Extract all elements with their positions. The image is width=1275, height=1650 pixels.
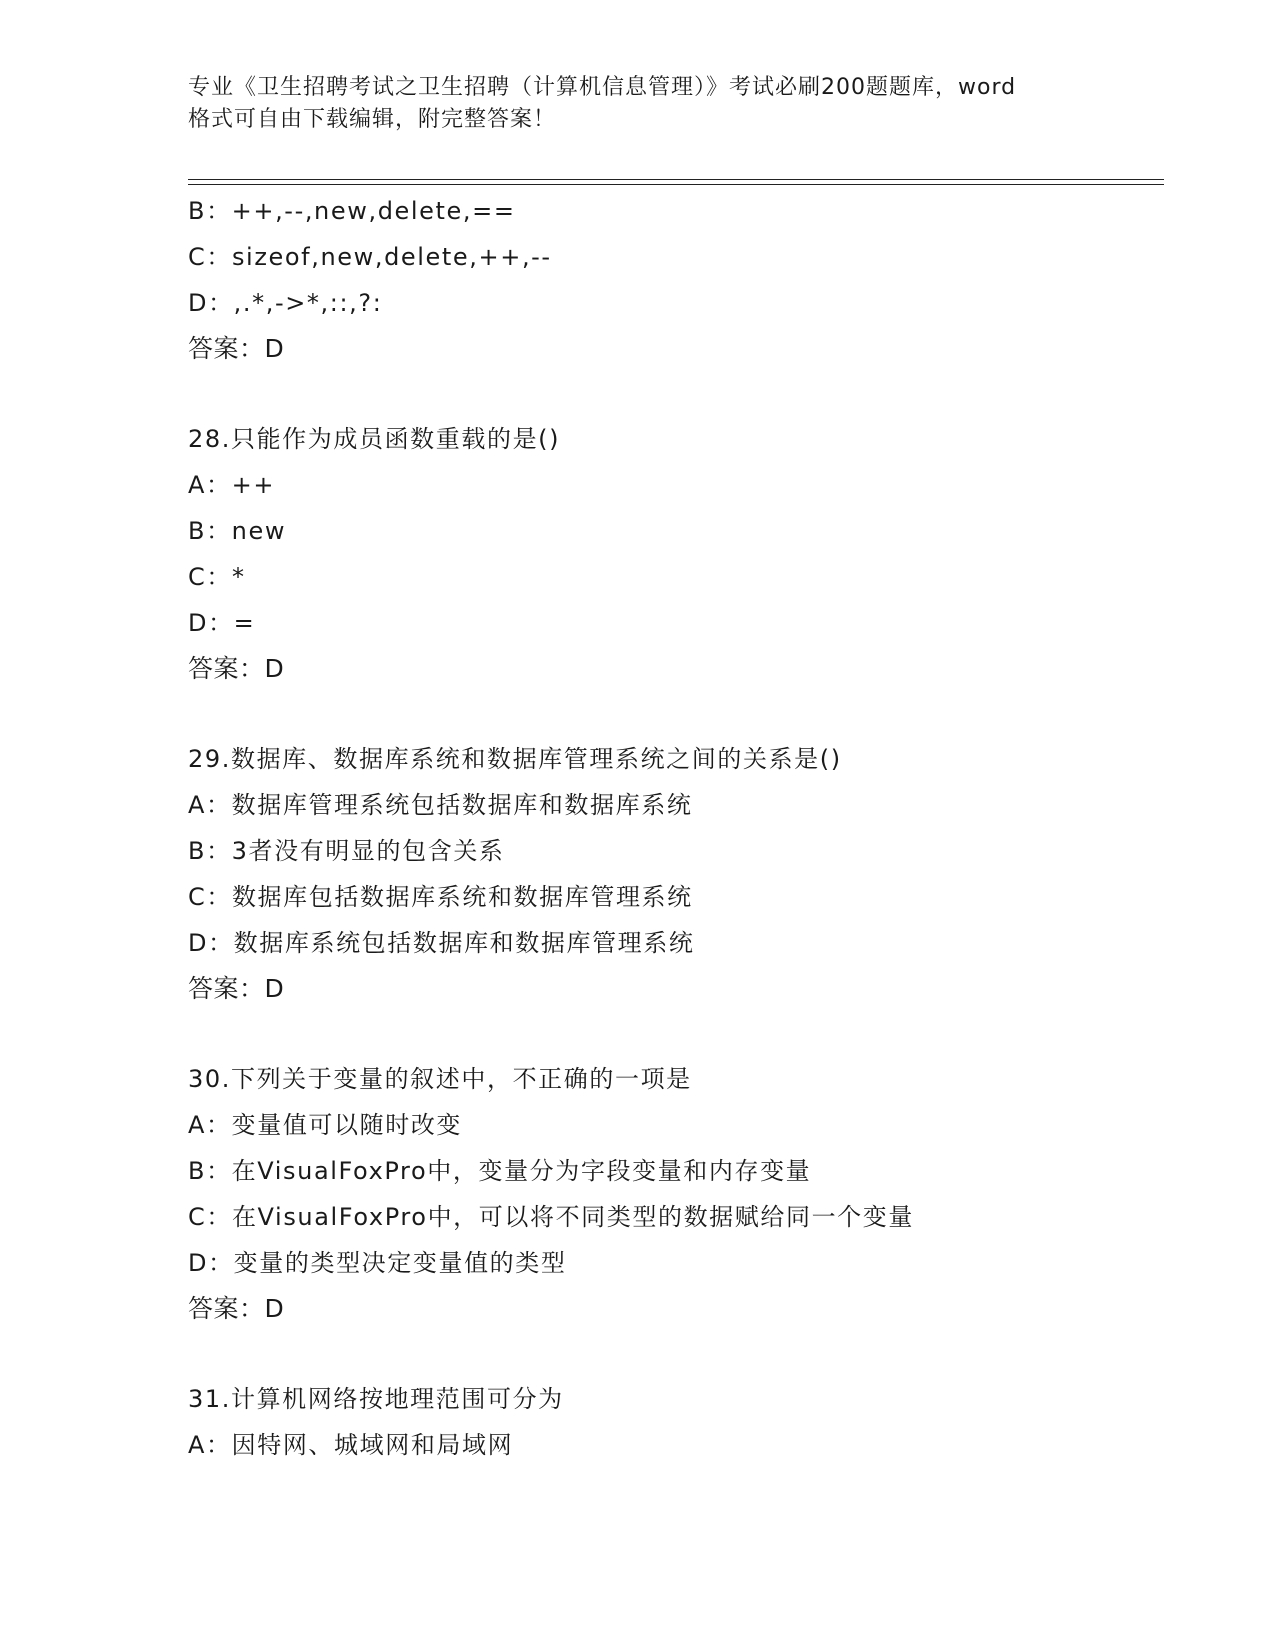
option-d: D：= xyxy=(188,609,256,637)
header-line-2: 格式可自由下载编辑，附完整答案！ xyxy=(188,107,557,132)
question-29 xyxy=(188,736,1148,1012)
option-d: D：数据库系统包括数据库和数据库管理系统 xyxy=(188,929,695,957)
option-d: D：变量的类型决定变量值的类型 xyxy=(188,1249,567,1277)
option-b: B：new xyxy=(188,517,287,545)
answer: 答案：D xyxy=(188,974,285,1003)
question-title: 28.只能作为成员函数重载的是() xyxy=(188,425,561,453)
header-line-1: 专业《卫生招聘考试之卫生招聘（计算机信息管理）》考试必刷200题题库，word xyxy=(188,75,1017,100)
option-a: A：++ xyxy=(188,471,276,499)
question-title: 30.下列关于变量的叙述中，不正确的一项是 xyxy=(188,1065,692,1093)
question-30 xyxy=(188,1056,1148,1332)
option-b: B：在VisualFoxPro中，变量分为字段变量和内存变量 xyxy=(188,1157,812,1185)
answer: 答案：D xyxy=(188,654,285,683)
question-27 xyxy=(188,188,1148,372)
option-a: A：变量值可以随时改变 xyxy=(188,1111,463,1139)
question-31 xyxy=(188,1376,1148,1468)
header-divider-top xyxy=(188,179,1164,180)
option-a: A：因特网、城域网和局域网 xyxy=(188,1431,514,1459)
header-divider-bottom xyxy=(188,184,1164,185)
answer: 答案：D xyxy=(188,1294,285,1323)
question-title: 29.数据库、数据库系统和数据库管理系统之间的关系是() xyxy=(188,745,842,773)
question-28 xyxy=(188,416,1148,692)
option-a: A：数据库管理系统包括数据库和数据库系统 xyxy=(188,791,693,819)
option-c: C：在VisualFoxPro中，可以将不同类型的数据赋给同一个变量 xyxy=(188,1203,914,1231)
document-header xyxy=(188,72,1088,136)
option-c: C：数据库包括数据库系统和数据库管理系统 xyxy=(188,883,693,911)
option-c: C：sizeof,new,delete,++,-- xyxy=(188,243,552,271)
answer: 答案：D xyxy=(188,334,285,363)
option-d: D：,.*,->*,::,?: xyxy=(188,289,383,317)
question-title: 31.计算机网络按地理范围可分为 xyxy=(188,1385,564,1413)
option-b: B：3者没有明显的包含关系 xyxy=(188,837,505,865)
option-b: B：++,--,new,delete,== xyxy=(188,197,516,225)
option-c: C：* xyxy=(188,563,246,591)
question-list xyxy=(188,188,1148,1468)
